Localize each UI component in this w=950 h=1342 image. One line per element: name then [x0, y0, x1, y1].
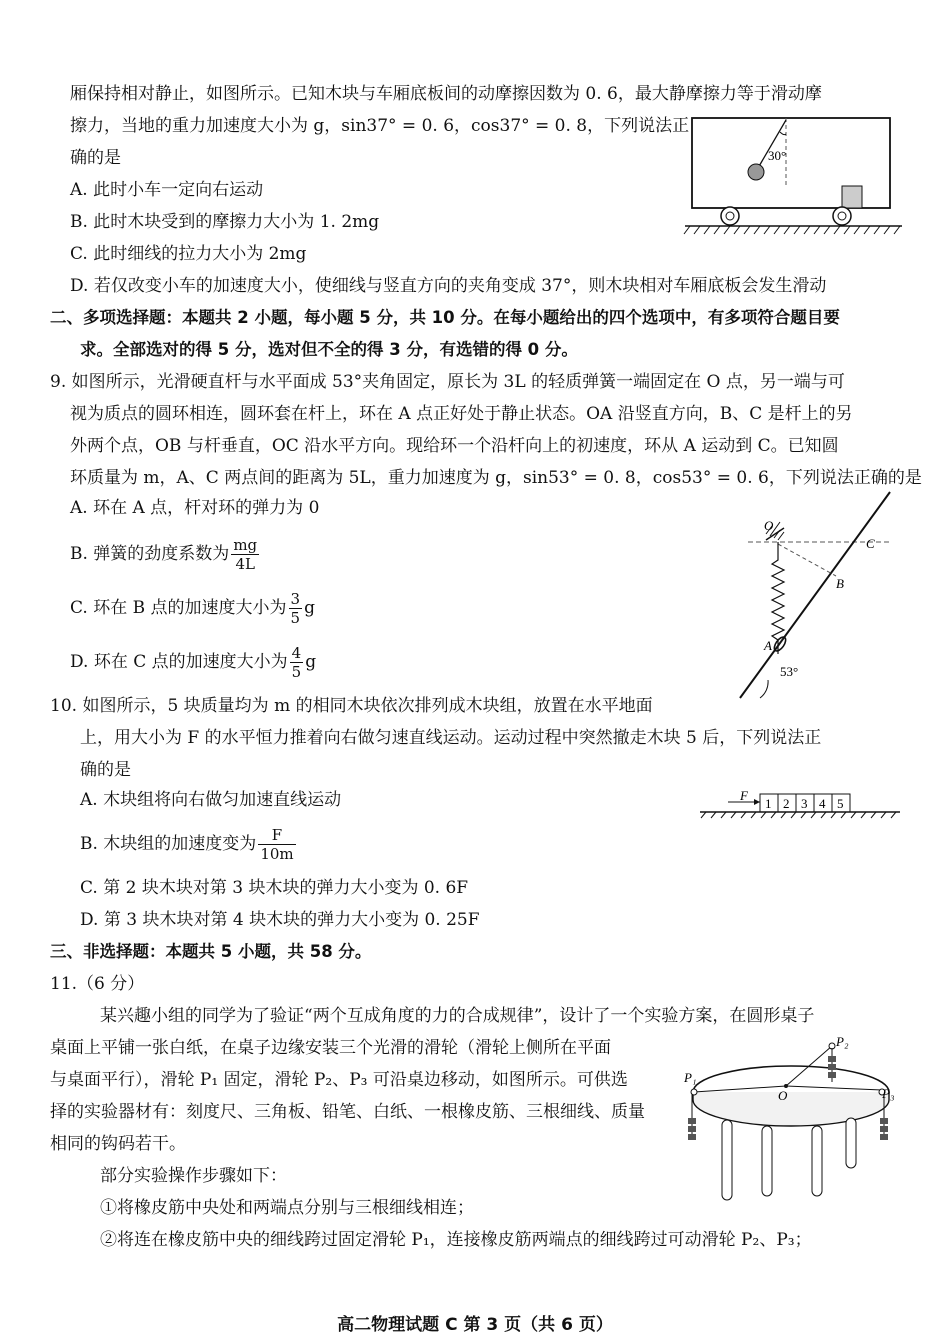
- q10-line2: 上，用大小为 F 的水平恒力推着向右做匀速直线运动。运动过程中突然撤走木块 5 后，下列说法正: [80, 728, 822, 748]
- q8-line3: 确的是: [70, 148, 121, 168]
- q8-line2: 擦力，当地的重力加速度大小为 g，sin37° = 0. 6，cos37° = 0. 8，下列说法正: [70, 116, 690, 136]
- wood-block: [842, 186, 862, 208]
- q8-option-b: B. 此时木块受到的摩擦力大小为 1. 2mg: [70, 212, 380, 232]
- pendulum-ball: [748, 164, 764, 180]
- q9-d-den: 5: [291, 663, 302, 681]
- label-a: A: [764, 638, 772, 653]
- q9-option-c: [70, 588, 315, 628]
- label-p1: P₁: [684, 1070, 697, 1085]
- q9-option-d: [70, 642, 316, 682]
- q9-b-text: B. 弹簧的劲度系数为: [70, 544, 230, 564]
- q10-option-c: C. 第 2 块木块对第 3 块木块的弹力大小变为 0. 6F: [80, 878, 469, 898]
- q10-option-d: D. 第 3 块木块对第 4 块木块的弹力大小变为 0. 25F: [80, 910, 480, 930]
- q11-p5: 相同的钩码若干。: [50, 1134, 186, 1154]
- q8-option-c: C. 此时细线的拉力大小为 2mg: [70, 244, 307, 264]
- q11-table-figure: [682, 1034, 900, 1202]
- block-2-label: 2: [783, 796, 790, 811]
- block-3-label: 3: [801, 796, 808, 811]
- q11-p2: 桌面上平铺一张白纸，在桌子边缘安装三个光滑的滑轮（滑轮上侧所在平面: [50, 1038, 611, 1058]
- q8-cart-figure: [680, 112, 905, 237]
- section2-line2: 求。全部选对的得 5 分，选对但不全的得 3 分，有选错的得 0 分。: [80, 340, 578, 359]
- label-o: O: [764, 518, 774, 533]
- q10-b-text: B. 木块组的加速度变为: [80, 834, 257, 854]
- label-angle: 53°: [780, 664, 799, 679]
- q11-head: 11.（6 分）: [50, 974, 145, 994]
- block-5-label: 5: [837, 796, 844, 811]
- q9-d-text: D. 环在 C 点的加速度大小为: [70, 652, 288, 672]
- q9-c-fraction: [289, 590, 303, 627]
- q8-line1: 厢保持相对静止，如图所示。已知木块与车厢底板间的动摩擦因数为 0. 6，最大静摩擦力等于滑动摩: [70, 84, 822, 104]
- q9-c-suffix: g: [304, 598, 315, 618]
- q9-b-fraction: [231, 536, 259, 573]
- q10-line1: 10. 如图所示，5 块质量均为 m 的相同木块依次排列成木块组，放置在水平地面: [50, 696, 653, 716]
- q9-d-num: 4: [291, 644, 302, 662]
- section2-line1: 二、多项选择题：本题共 2 小题，每小题 5 分，共 10 分。在每小题给出的四个选项中，有多项符合题目要: [50, 308, 840, 327]
- q11-p1: 某兴趣小组的同学为了验证“两个互成角度的力的合成规律”，设计了一个实验方案，在圆形桌子: [100, 1006, 815, 1026]
- q9-line1: 9. 如图所示，光滑硬直杆与水平面成 53°夹角固定，原长为 3L 的轻质弹簧一端固定在 O 点，另一端与可: [50, 372, 845, 392]
- q8-option-d: D. 若仅改变小车的加速度大小，使细线与竖直方向的夹角变成 37°，则木块相对车厢底板会发生滑动: [70, 276, 827, 296]
- q9-line3: 外两个点，OB 与杆垂直，OC 沿水平方向。现给环一个沿杆向上的初速度，环从 A 运动到 C。已知圆: [70, 436, 839, 456]
- q11-step2: ②将连在橡皮筋中央的细线跨过固定滑轮 P₁，连接橡皮筋两端点的细线跨过可动滑轮 P₂、P₃；: [100, 1230, 812, 1250]
- q10-option-a: A. 木块组将向右做匀加速直线运动: [80, 790, 342, 810]
- q10-b-num: F: [258, 826, 295, 845]
- q9-c-text: C. 环在 B 点的加速度大小为: [70, 598, 287, 618]
- q11-p4: 择的实验器材有：刻度尺、三角板、铅笔、白纸、一根橡皮筋、三根细线、质量: [50, 1102, 645, 1122]
- q9-c-den: 5: [290, 609, 301, 627]
- q11-step1: ①将橡皮筋中央处和两端点分别与三根细线相连；: [100, 1198, 474, 1218]
- label-o: O: [778, 1088, 788, 1103]
- q9-option-b: [70, 534, 261, 574]
- label-b: B: [836, 576, 844, 591]
- q9-d-fraction: [290, 644, 304, 681]
- q10-b-den: 10m: [260, 845, 294, 863]
- q11-p6: 部分实验操作步骤如下：: [100, 1166, 287, 1186]
- block-1-label: 1: [765, 796, 772, 811]
- q9-b-num: mg: [233, 536, 258, 554]
- q11-p3: 与桌面平行），滑轮 P₁ 固定，滑轮 P₂、P₃ 可沿桌边移动，如图所示。可供选: [50, 1070, 628, 1090]
- q8-option-a: A. 此时小车一定向右运动: [70, 180, 264, 200]
- label-p3: P₃: [882, 1086, 895, 1101]
- label-p2: P₂: [836, 1034, 849, 1049]
- q9-rod-figure: [700, 490, 900, 702]
- q9-line2: 视为质点的圆环相连，圆环套在杆上，环在 A 点正好处于静止状态。OA 沿竖直方向，B、C 是杆上的另: [70, 404, 853, 424]
- block-4-label: 4: [819, 796, 826, 811]
- section3-heading: 三、非选择题：本题共 5 小题，共 58 分。: [50, 942, 372, 961]
- q9-d-suffix: g: [305, 652, 317, 672]
- label-c: C: [866, 536, 875, 551]
- angle-label: 30°: [768, 148, 787, 163]
- q10-line3: 确的是: [80, 760, 131, 780]
- q9-option-a: A. 环在 A 点，杆对环的弹力为 0: [70, 498, 320, 518]
- q9-b-den: 4L: [235, 555, 255, 573]
- q10-blocks-figure: [700, 786, 900, 820]
- q10-option-b: [80, 824, 298, 864]
- q9-c-num: 3: [290, 590, 301, 608]
- q9-line4: 环质量为 m，A、C 两点间的距离为 5L，重力加速度为 g，sin53° = 0. 8，cos53° = 0. 6，下列说法正确的是: [70, 468, 922, 488]
- label-f: F: [740, 788, 748, 803]
- q10-b-fraction: [258, 826, 295, 863]
- page-footer: 高二物理试题 C 第 3 页（共 6 页）: [337, 1315, 613, 1335]
